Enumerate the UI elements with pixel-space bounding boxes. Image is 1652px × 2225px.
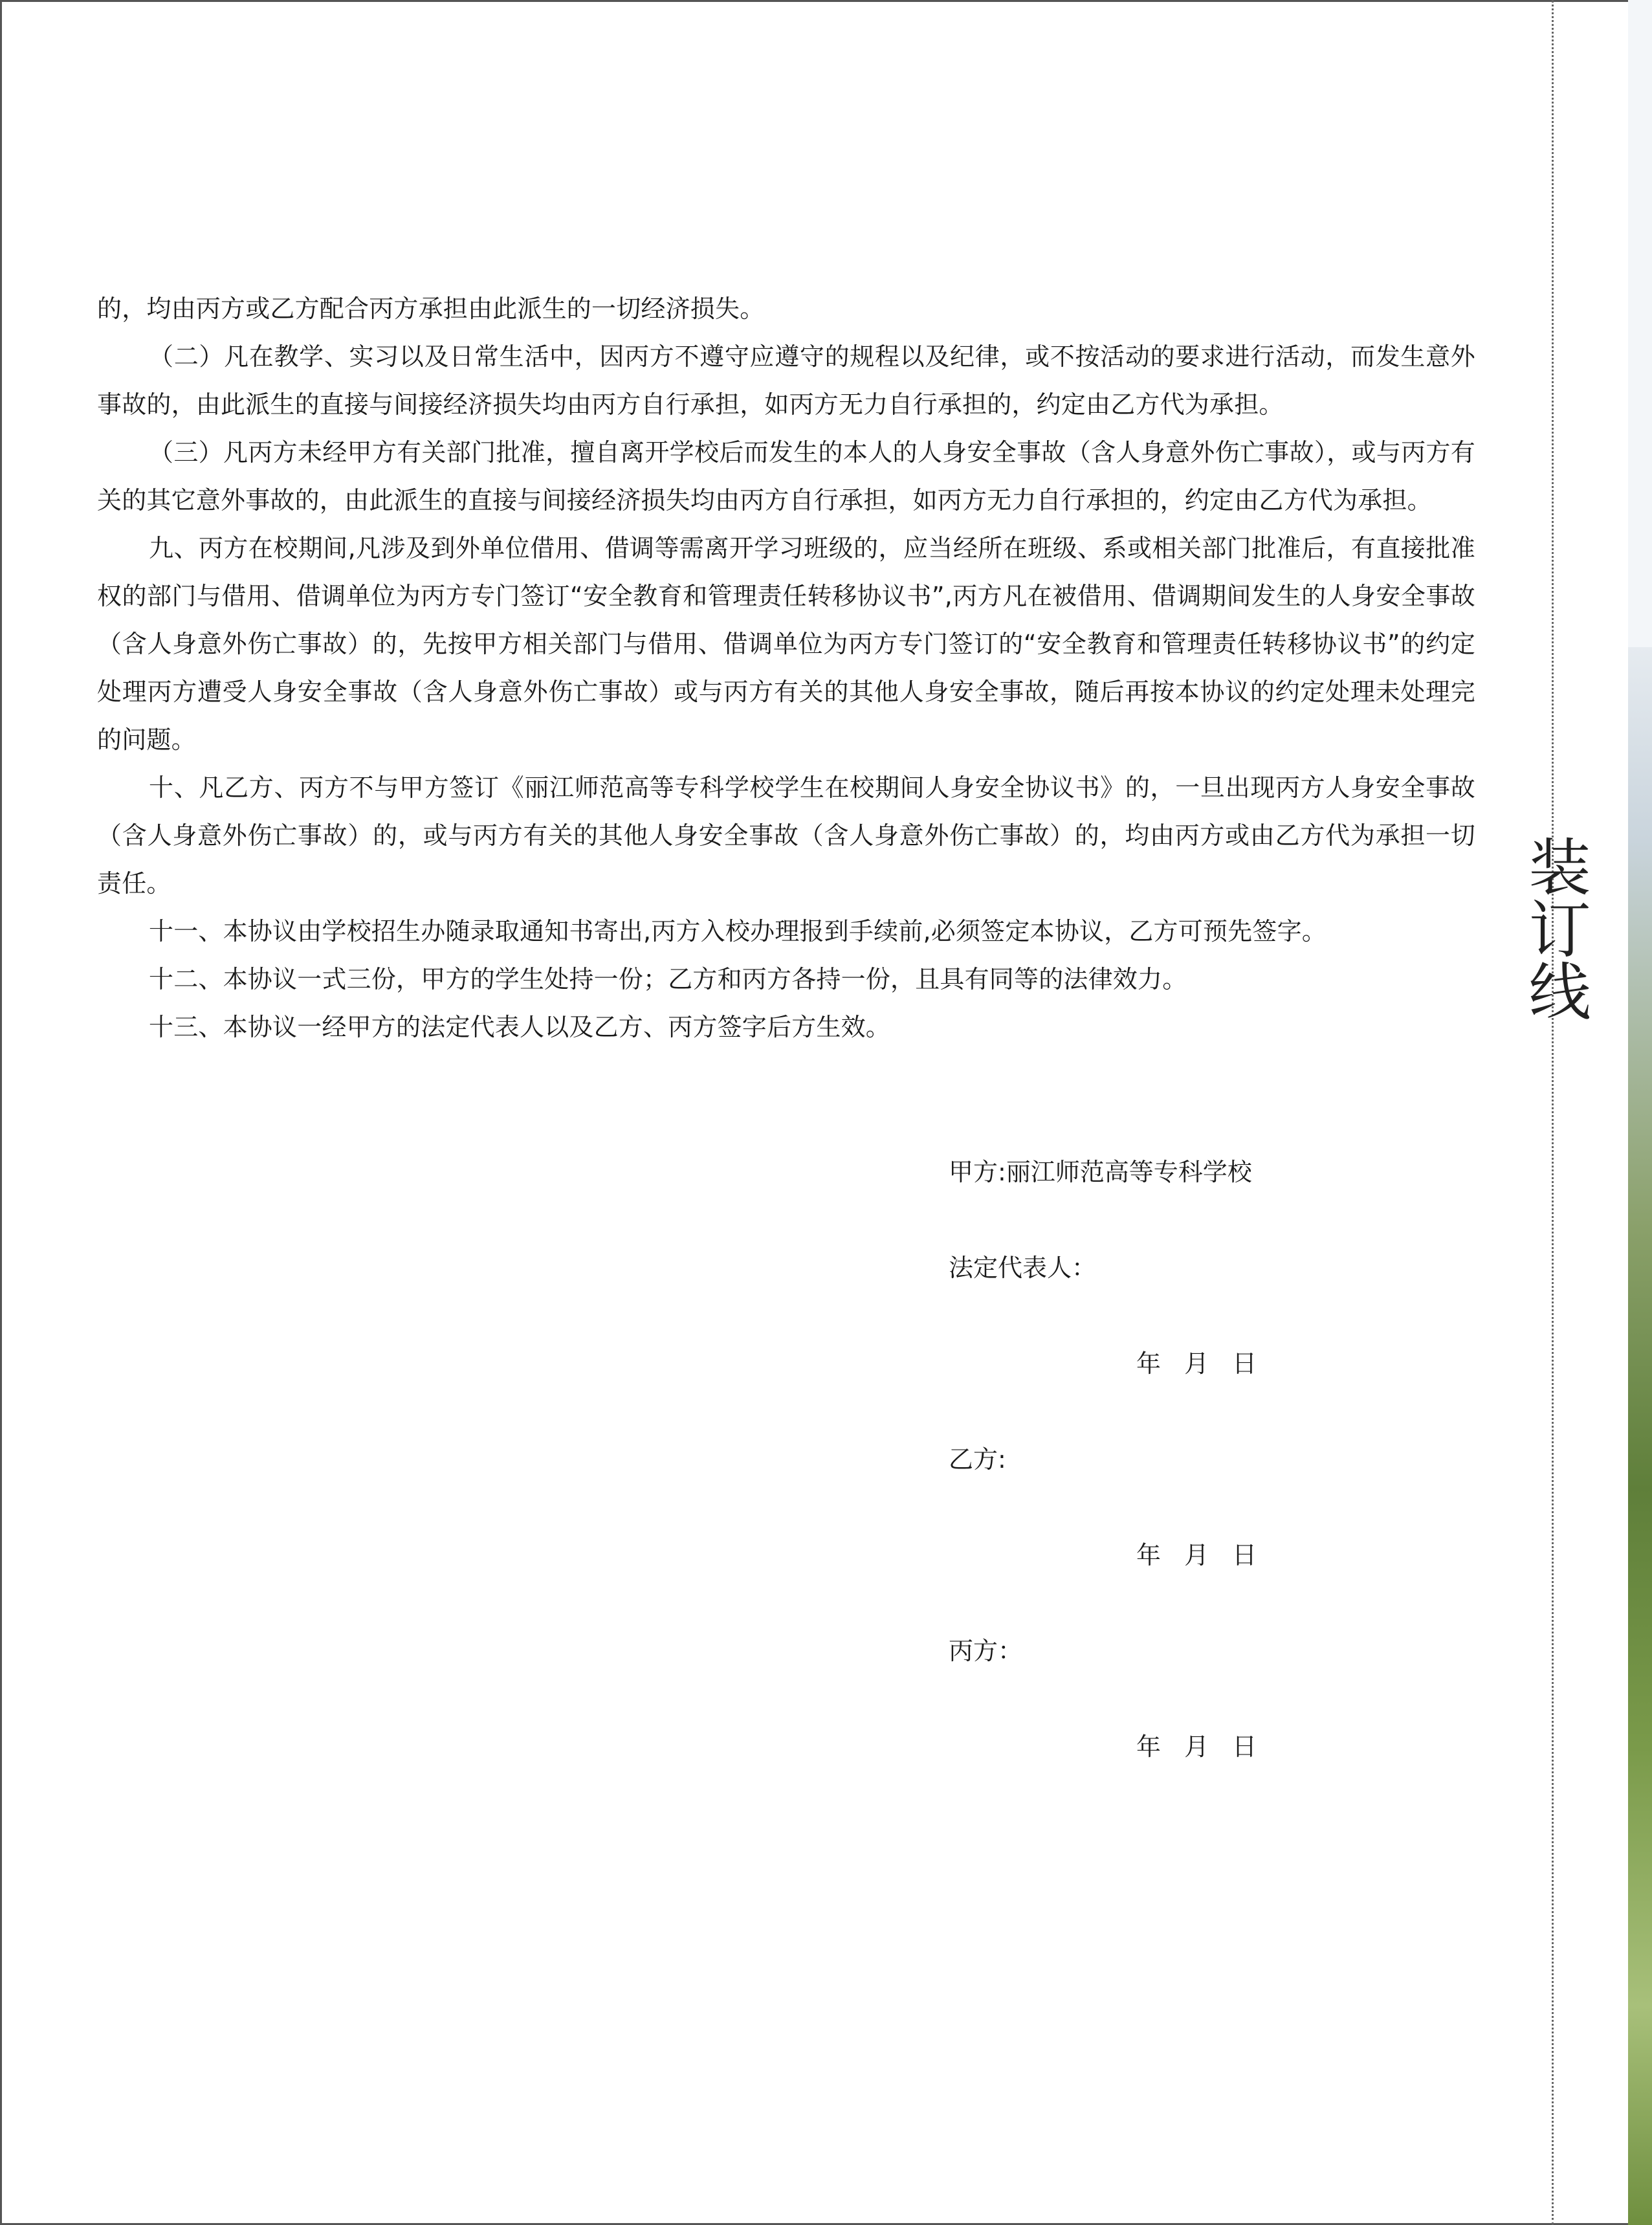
party-b-date: 年 月 日 (1136, 1541, 1257, 1569)
cover-photo-strip-sky (1628, 0, 1652, 647)
party-b-label: 乙方: (949, 1445, 1006, 1474)
agreement-body (97, 285, 1475, 1051)
page-border-left (0, 0, 2, 2225)
paragraph-article-13: 十三、本协议一经甲方的法定代表人以及乙方、丙方签字后方生效。 (149, 1013, 891, 1041)
page-border-top (0, 0, 1652, 2)
paragraph-article-10: 十、凡乙方、丙方不与甲方签订《丽江师范高等专科学校学生在校期间人身安全协议书》的，一旦出现丙方人身安全事故（含人身意外伤亡事故）的，或与丙方有关的其他人身安全事故（含人身意外伤亡事故）的，均由丙方或由乙方代为承担一切责任。 (97, 773, 1475, 898)
binding-dotted-line (1552, 0, 1554, 2225)
paragraph-article-12: 十二、本协议一式三份，甲方的学生处持一份；乙方和丙方各持一份，且具有同等的法律效力。 (149, 965, 1187, 993)
paragraph-article-11: 十一、本协议由学校招生办随录取通知书寄出,丙方入校办理报到手续前,必须签定本协议，乙方可预先签字。 (149, 917, 1327, 946)
paragraph-article-9: 九、丙方在校期间,凡涉及到外单位借用、借调等需离开学习班级的，应当经所在班级、系或相关部门批准后，有直接批准权的部门与借用、借调单位为丙方专门签订“安全教育和管理责任转移协议书”,丙方凡在被借用、借调期间发生的人身安全事故（含人身意外伤亡事故）的，先按甲方相关部门与借用、借调单位为丙方专门签订的“安全教育和管理责任转移协议书”的约定处理丙方遭受人身安全事故（含人身意外伤亡事故）或与丙方有关的其他人身安全事故，随后再按本协议的约定处理未处理完的问题。 (97, 534, 1475, 754)
binding-line-label: 装订线 (1519, 835, 1591, 1021)
paragraph-clause-3: （三）凡丙方未经甲方有关部门批准，擅自离开学校后而发生的本人的人身安全事故（含人身意外伤亡事故），或与丙方有关的其它意外事故的，由此派生的直接与间接经济损失均由丙方自行承担，如丙方无力自行承担的，约定由乙方代为承担。 (97, 438, 1475, 515)
party-a-date: 年 月 日 (1136, 1349, 1257, 1378)
paragraph-continuation: 的，均由丙方或乙方配合丙方承担由此派生的一切经济损失。 (97, 294, 765, 323)
party-c-label: 丙方： (949, 1637, 1023, 1665)
paragraph-clause-2: （二）凡在教学、实习以及日常生活中，因丙方不遵守应遵守的规程以及纪律，或不按活动的要求进行活动，而发生意外事故的，由此派生的直接与间接经济损失均由丙方自行承担，如丙方无力自行承担的，约定由乙方代为承担。 (97, 342, 1475, 419)
party-a-label: 甲方:丽江师范高等专科学校 (949, 1158, 1252, 1186)
party-c-date: 年 月 日 (1136, 1732, 1257, 1761)
legal-representative-label: 法定代表人： (949, 1254, 1097, 1282)
